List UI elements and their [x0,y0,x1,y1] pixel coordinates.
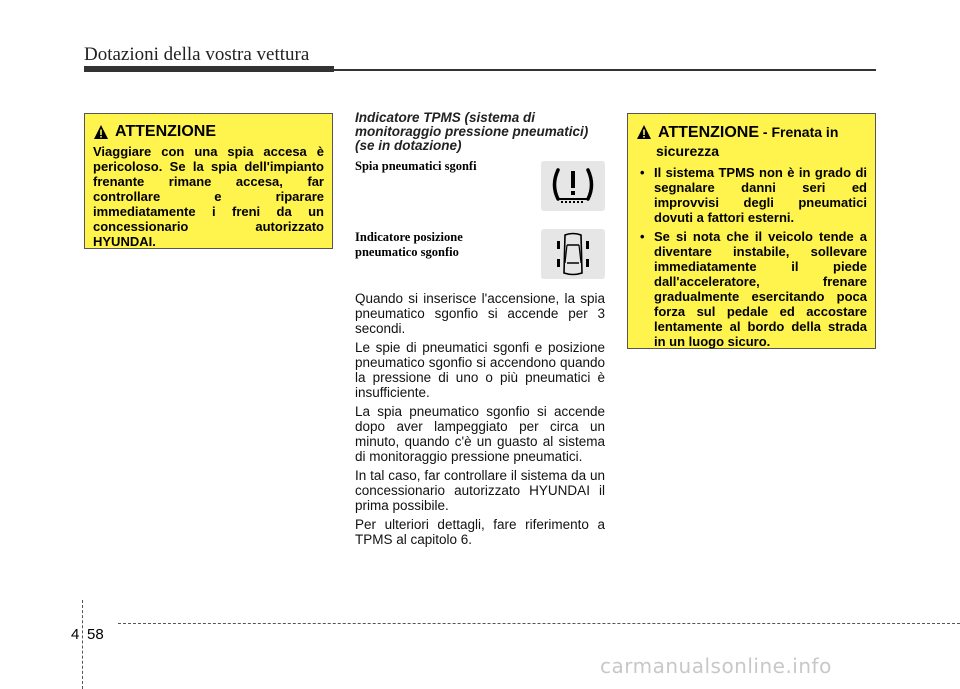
footer-divider-horizontal [118,623,960,624]
list-item-text: Se si nota che il veicolo tende a diventare instabile, sollevare immediatamente il piede dall'acceleratore, frenare gradualmente esercitando poca forza sul pedale ed accostare lentamente al bordo della strada in un luogo sicuro. [654,229,867,349]
warning-box-safe-braking [627,113,876,349]
section-title: Dotazioni della vostra vettura [84,44,310,65]
footer-divider-vertical [82,600,83,689]
list-item [636,165,867,225]
heading-line: Indicatore TPMS (sistema di [355,110,536,125]
label-tire-position [355,230,505,260]
warning-list [636,165,867,349]
warning-title: ATTENZIONE [115,123,217,140]
tire-position-icon [541,229,605,279]
warning-title-cont: sicurezza [656,143,720,159]
tpms-icon-box [541,161,605,211]
warning-triangle-icon [636,124,652,140]
warning-header [636,123,867,142]
heading-line: monitoraggio pressione pneumatici) [355,124,589,139]
list-item [636,229,867,349]
watermark: carmanualsonline.info [600,654,832,678]
warning-box-brake [84,113,333,249]
paragraph: In tal caso, far controllare il sistema da un concessionario autorizzato HYUNDAI il prima possibile. [355,468,605,513]
paragraph: Le spie di pneumatici sgonfi e posizione pneumatico sgonfio si accendono quando la pressione di uno o più pneumatici è insufficiente. [355,340,605,400]
warning-text: Viaggiare con una spia accesa è pericoloso. Se la spia dell'impianto frenante rimane accesa, far controllare e riparare immediatamente i freni da un concessionario autorizzato HYUNDAI. [93,144,324,249]
tpms-body-text [355,291,605,551]
warning-title-main: ATTENZIONE [658,124,760,141]
label-low-tire: Spia pneumatici sgonfi [355,159,477,173]
tire-position-icon-box [541,229,605,279]
chapter-number: 4 [71,626,80,643]
bullet: • [640,165,645,180]
paragraph: La spia pneumatico sgonfio si accende dopo aver lampeggiato per circa un minuto, quando c'è un guasto al sistema di monitoraggio pressione pneumatici. [355,404,605,464]
warning-title [658,123,838,142]
paragraph: Quando si inserisce l'accensione, la spia pneumatico sgonfio si accende per 3 secondi. [355,291,605,336]
label-line: pneumatico sgonfio [355,245,459,259]
header-rule-thick [84,66,334,72]
tpms-heading [355,111,605,153]
list-item-text: Il sistema TPMS non è in grado di segnalare danni seri ed improvvisi degli pneumatici dovuti a fattori esterni. [654,165,867,225]
warning-header [93,123,324,141]
heading-line: (se in dotazione) [355,138,462,153]
warning-triangle-icon [93,124,109,140]
label-line: Indicatore posizione [355,230,463,244]
paragraph: Per ulteriori dettagli, fare riferimento a TPMS al capitolo 6. [355,517,605,547]
tpms-low-pressure-icon [541,161,605,211]
warning-title-sub: - Frenata in [759,124,839,140]
page-number: 58 [87,626,104,643]
bullet: • [640,229,645,244]
header-rule-thin [334,69,876,71]
